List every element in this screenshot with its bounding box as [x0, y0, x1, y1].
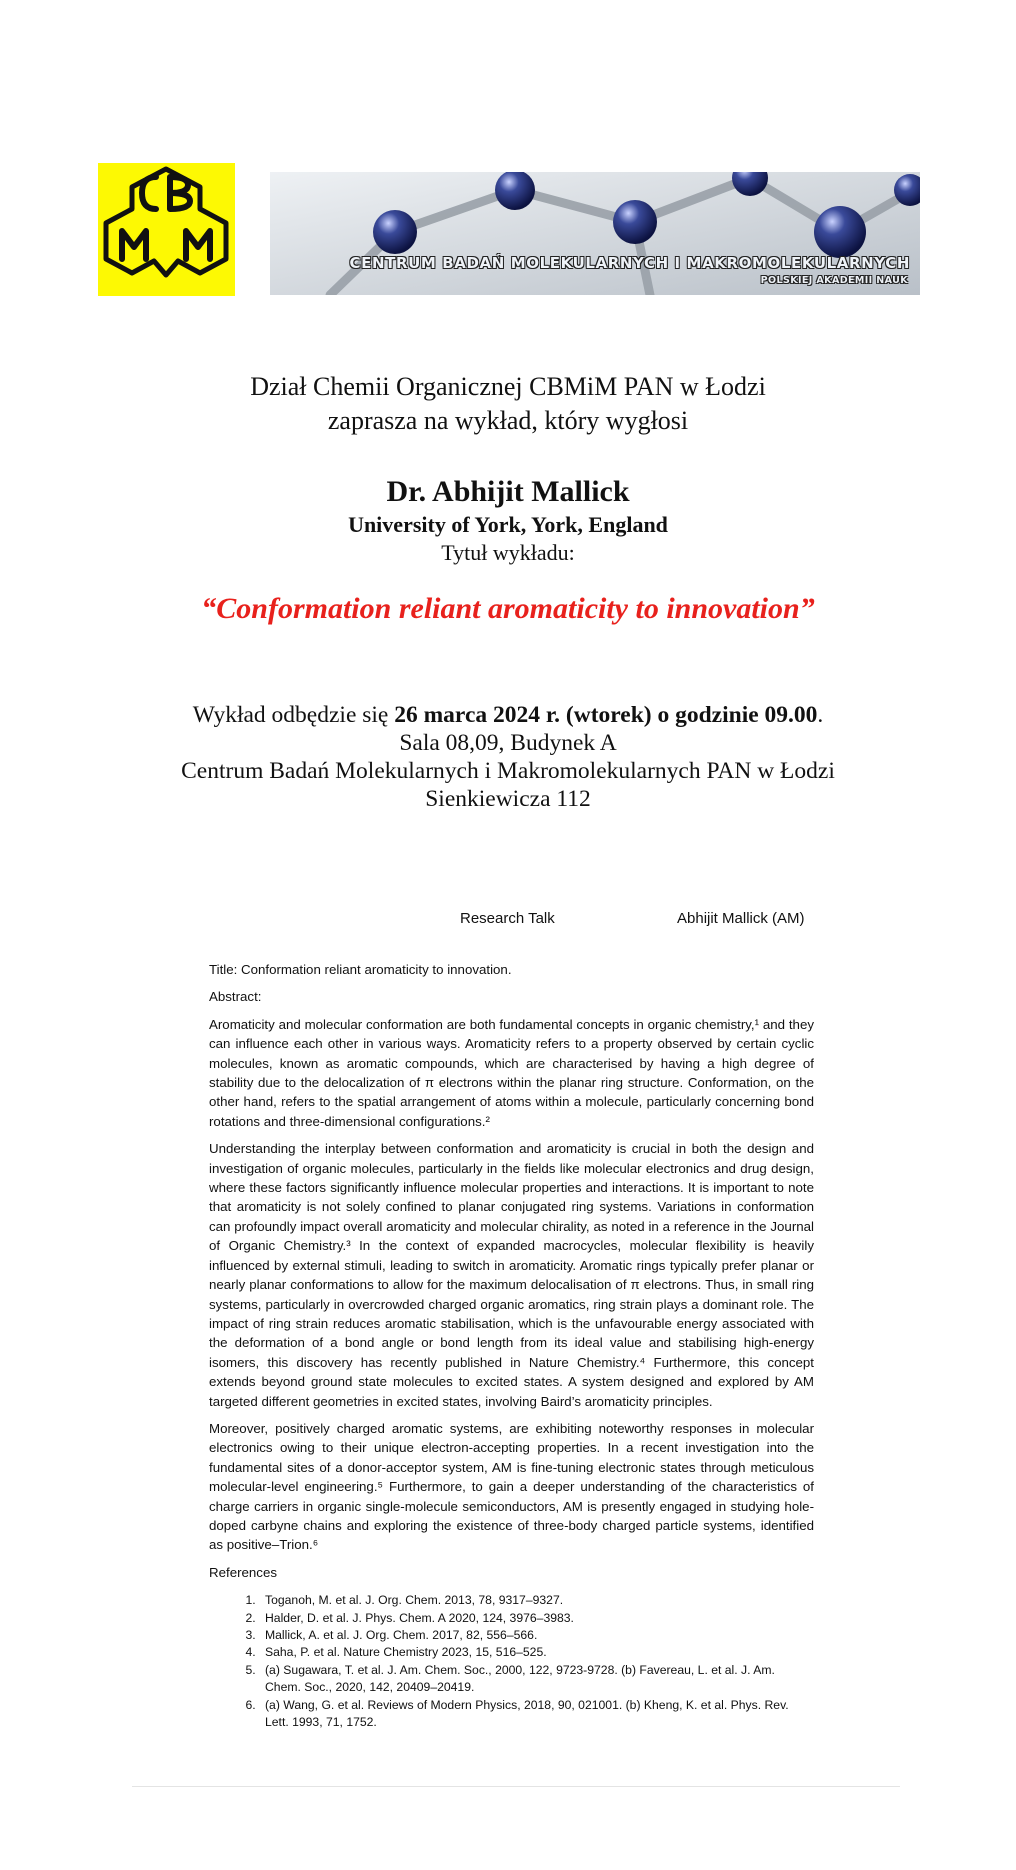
date-suffix: .: [817, 702, 824, 728]
reference-item: 2. Halder, D. et al. J. Phys. Chem. A 2020, 124, 3976–3983.: [259, 1610, 814, 1627]
date-time: 26 marca 2024 r. (wtorek) o godzinie 09.00: [394, 702, 818, 728]
doc-header-left: Research Talk: [460, 910, 555, 927]
reference-item: 6. (a) Wang, G. et al. Reviews of Modern Physics, 2018, 90, 021001. (b) Kheng, K. et al. Phys. Rev. Lett. 1993, 71, 1752.: [259, 1697, 814, 1732]
abstract-paragraph-2: Understanding the interplay between conformation and aromaticity is crucial in both the design and investigation of organic molecules, particularly in the fields like molecular electronics and drug design, where these factors significantly influence molecular properties and interactions. It is important to note that aromaticity is not solely confined to planar conjugated ring systems. Variations in conformation can profoundly impact overall aromaticity and molecular chirality, as noted in a reference in the Journal of Organic Chemistry.³ In the context of expanded macrocycles, molecular flexibility is heavily influenced by external stimuli, leading to switch in aromaticity. Aromatic rings typically prefer planar or nearly planar conformations to allow for the maximum delocalisation of π electrons. Thus, in small ring systems, particularly in overcrowded charged organic aromatics, ring strain plays a dominant role. The impact of ring strain reduces aromatic stabilisation, which is the unfavourable energy associated with the deformation of a bond angle or bond length from its ideal value and stabilising high-energy isomers, this discovery has recently published in Nature Chemistry.⁴ Furthermore, this concept extends beyond ground state molecules to excited states. A system designed and explored by AM targeted different geometries in excited states, involving Baird’s aromaticity principles.: [209, 1141, 814, 1409]
reference-item: 5. (a) Sugawara, T. et al. J. Am. Chem. Soc., 2000, 122, 9723-9728. (b) Favereau, L. et al. J. Am. Chem. Soc., 2020, 142, 20409–20419.: [259, 1662, 814, 1697]
page-divider: [132, 1786, 900, 1787]
department-line: Dział Chemii Organicznej CBMiM PAN w Łodzi: [250, 372, 766, 401]
references-label: References: [209, 1564, 277, 1580]
references-list: [209, 1592, 814, 1731]
reference-item: 3. Mallick, A. et al. J. Org. Chem. 2017, 82, 556–566.: [259, 1627, 814, 1644]
reference-item: 4. Saha, P. et al. Nature Chemistry 2023, 15, 516–525.: [259, 1644, 814, 1661]
reference-item: 1. Toganoh, M. et al. J. Org. Chem. 2013, 78, 9317–9327.: [259, 1592, 814, 1609]
abstract-title: Title: Conformation reliant aromaticity to innovation.: [209, 962, 512, 977]
speaker-affiliation: University of York, York, England: [348, 512, 668, 537]
abstract-paragraph-3: Moreover, positively charged aromatic systems, are exhibiting noteworthy responses in molecular electronics owing to their unique electron-accepting properties. In a recent investigation into the fundamental sites of a donor-acceptor system, AM is fine-tuning electronic states through meticulous molecular-level engineering.⁵ Furthermore, to gain a deeper understanding of the characteristics of charge carriers in organic single-molecule semiconductors, AM is presently engaged in studying hole-doped carbyne chains and exploring the existence of three-body charged particle systems, identified as positive–Trion.⁶: [209, 1420, 814, 1553]
room-line: Sala 08,09, Budynek A: [399, 730, 617, 756]
banner-subtitle: POLSKIEJ AKADEMII NAUK: [760, 275, 908, 286]
date-time-line: [0, 702, 1016, 729]
date-prefix: Wykład odbędzie się: [192, 702, 395, 728]
abstract-label: Abstract:: [209, 989, 262, 1005]
talk-title-label: Tytuł wykładu:: [441, 540, 575, 565]
venue-line: Centrum Badań Molekularnych i Makromolekularnych PAN w Łodzi: [181, 758, 835, 784]
cbmim-logo: [98, 163, 235, 296]
institute-banner: [270, 172, 920, 295]
abstract-paragraph-1: Aromaticity and molecular conformation are both fundamental concepts in organic chemistry,¹ and they can influence each other in various ways. Aromaticity refers to a property observed by certain cyclic molecules, known as aromatic compounds, which are characterised by having a high degree of stability due to the delocalization of π electrons within the planar ring structure. Conformation, on the other hand, refers to the spatial arrangement of atoms within a molecule, particularly concerning bond rotations and three-dimensional configurations.²: [209, 1016, 814, 1129]
abstract-body: [209, 960, 814, 1731]
cbmim-logo-mark: [98, 163, 235, 296]
banner-title: CENTRUM BADAŃ MOLEKULARNYCH I MAKROMOLEKULARNYCH: [349, 254, 910, 272]
address-line: Sienkiewicza 112: [425, 786, 591, 812]
speaker-name: Dr. Abhijit Mallick: [386, 475, 630, 508]
doc-header-right: Abhijit Mallick (AM): [677, 910, 805, 927]
talk-title: “Conformation reliant aromaticity to innovation”: [201, 592, 815, 625]
invitation-line: zaprasza na wykład, który wygłosi: [327, 406, 689, 435]
